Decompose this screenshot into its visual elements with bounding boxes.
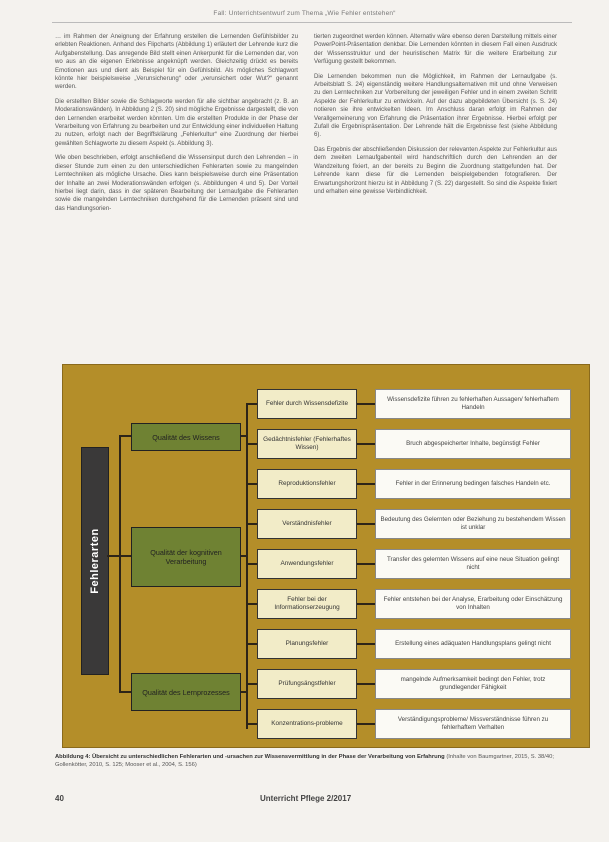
row-connector [247,483,257,485]
right-paragraph: Die Lernenden bekommen nun die Möglichkeit, im Rahmen der Lernaufgabe (s. Arbeitsblatt S. 24) eigenständig weitere Handlungsalternativen mit und ohne Verweisen zu den Lerntechniken zur Vorbereitung der jeweiligen Fehler und in einem zweiten Schritt Aspekte der Fehlerkultur zu entwickeln. Auf der dazu abgebildeten Übersicht (s. S. 24) notieren sie ihre entwickelten Ideen. Im Anschluss daran erfolgt im Rahmen der Verallgemeinerung von Erfahrung die Präsentation ihrer Ergebnisse. Hierbei erfolgt per Zufall die Ergebnispräsentation. Der Lehrende hält die Ergebnisse fest (siehe Abbildung 6). [314,72,557,139]
row-connector [357,603,375,605]
error-box: Prüfungsängstfehler [257,669,357,699]
error-box: Fehler durch Wissensdefizite [257,389,357,419]
description-box: Wissensdefizite führen zu fehlerhaften Aussagen/ fehlerhaftem Handeln [375,389,571,419]
row-connector [357,723,375,725]
left-paragraph: … im Rahmen der Aneignung der Erfahrung erstellen die Lernenden Gefühlsbilder zu erlebten Reaktionen. Anhand des Flipcharts (Abbildung 1) erläutert der Lehrende kurz die Aufgabenstellung. Das anregende Bild stellt einen Ankerpunkt für die Lernenden dar, von wo aus an die eigenen Erlebnisse angeknüpft werden. Gleichzeitig drückt es bereits Emotionen aus und dient als Beispiel für ein Gefühlsbild. Als mögliches Schlagwort könnte hier beispielsweise „Verunsicherung“ oder „verunsichert oder Wut?“ genannt werden. [55,33,298,91]
row-connector [247,643,257,645]
error-box: Fehler bei der Informationserzeugung [257,589,357,619]
description-box: Erstellung eines adäquaten Handlungsplans gelingt nicht [375,629,571,659]
category-cognitive-processing: Qualität der kognitiven Verarbeitung [131,527,241,587]
error-box: Reproduktionsfehler [257,469,357,499]
right-column [314,33,557,202]
category-branch [119,435,131,437]
category-branch [119,555,131,557]
left-paragraph: Die erstellten Bilder sowie die Schlagworte werden für alle sichtbar angebracht (z. B. an Moderationswänden). In Abbildung 2 (S. 20) sind mögliche Ergebnisse dargestellt, die von den Lernenden erarbeitet werden könnten. Um die erstellten Produkte in der Phase der Verarbeitung von Erfahrung zu bearbeiten und zur Entwicklung einer individuellen Haltung zu nutzen, erfolgt nach der Begriffsklärung „Fehlerkultur“ eine Zuordnung der hierbei gewählten Schlagworte zu diesem Aspekt (s. Abbildung 3). [55,97,298,147]
magazine-name: Unterricht Pflege 2/2017 [260,794,352,803]
error-box: Planungsfehler [257,629,357,659]
error-box: Verständnisfehler [257,509,357,539]
row-connector [247,563,257,565]
row-connector [357,563,375,565]
row-connector [357,643,375,645]
description-box: Fehler entstehen bei der Analyse, Erarbeitung oder Einschätzung von Inhalten [375,589,571,619]
description-box: Bedeutung des Gelernten oder Beziehung zu bestehendem Wissen ist unklar [375,509,571,539]
description-box: mangelnde Aufmerksamkeit bedingt den Fehler, trotz grundlegender Fähigkeit [375,669,571,699]
header-rule [52,22,572,23]
caption-sources: (Inhalte von Baumgartner, 2015, S. 38/40; Gollenkötter, 2010, S. 125; Mooser et al., 2004, S. 156) [55,754,554,768]
description-box: Fehler in der Erinnerung bedingen falsches Handeln etc. [375,469,571,499]
row-connector [357,523,375,525]
row-connector [357,683,375,685]
row-connector [247,603,257,605]
right-paragraph: tierten zugeordnet werden können. Alternativ wäre ebenso deren Darstellung mittels einer PowerPoint-Präsentation denkbar. Die Lernenden könnten in diesem Fall einen Ausdruck der Wissensstruktur und der heuristischen Matrix für die weitere Erarbeitung zur Verfügung gestellt bekommen. [314,33,557,66]
error-box: Anwendungsfehler [257,549,357,579]
row-connector [247,723,257,725]
category-knowledge: Qualität des Wissens [131,423,241,451]
left-column [55,33,298,219]
error-types-figure [62,364,590,748]
description-box: Transfer des gelernten Wissens auf eine neue Situation gelingt nicht [375,549,571,579]
error-box: Konzentrations-probleme [257,709,357,739]
spine-box [81,447,109,675]
page-number: 40 [55,794,64,803]
category-branch [119,691,131,693]
left-paragraph: Wie oben beschrieben, erfolgt anschließend die Wissensinput durch den Lehrenden – in dieser Stunde zum einen zu den unterschiedlichen Fehlerarten sowie zu mangelnden Lerntechniken als mögliche Ursache. Dies kann beispielsweise durch eine Präsentation der Inhalte an zwei Moderationswänden erfolgen (s. Abbildungen 4 und 5). Der Vorteil hierbei liegt darin, dass in der späteren Bearbeitung der Lernaufgabe die Fehlerarten sowie die mangelnden Lerntechniken durchgehend für die Lernenden präsent sind und das Handlungsorien- [55,154,298,212]
row-connector [247,403,257,405]
running-header: Fall: Unterrichtsentwurf zum Thema „Wie Fehler entstehen“ [213,10,396,17]
row-connector [357,403,375,405]
category-learning-process: Qualität des Lernprozesses [131,673,241,711]
row-connector [247,683,257,685]
row-connector [247,523,257,525]
caption-title: Abbildung 4: Übersicht zu unterschiedlichen Fehlerarten und -ursachen zur Wissensvermittlung in der Phase der Verarbeitung von Erfahrung [55,754,445,760]
right-paragraph: Das Ergebnis der abschließenden Diskussion der relevanten Aspekte zur Fehlerkultur aus dem zweiten Lernaufgabenteil wird handschriftlich durch den Lehrenden an der Wandzeitung fixiert, an der bereits zu Beginn die Zuordnung stattgefunden hat. Der Lehrende kann diese für die Lernenden beispielgebenden fotografieren. Der Erwartungshorizont hierzu ist in Abbildung 7 (S. 22) dargestellt. So sind die Aspekte fixiert und erhalten eine gewisse Verbindlichkeit. [314,145,557,195]
figure-caption [55,754,568,770]
error-trunk [246,403,248,729]
category-trunk [119,435,121,693]
description-box: Verständigungsprobleme/ Missverständnisse führen zu fehlerhaftem Verhalten [375,709,571,739]
error-box: Gedächtnisfehler (Fehlerhaftes Wissen) [257,429,357,459]
row-connector [357,483,375,485]
spine-label: Fehlerarten [89,528,101,594]
description-box: Bruch abgespeicherter Inhalte, begünstigt Fehler [375,429,571,459]
row-connector [247,443,257,445]
row-connector [357,443,375,445]
